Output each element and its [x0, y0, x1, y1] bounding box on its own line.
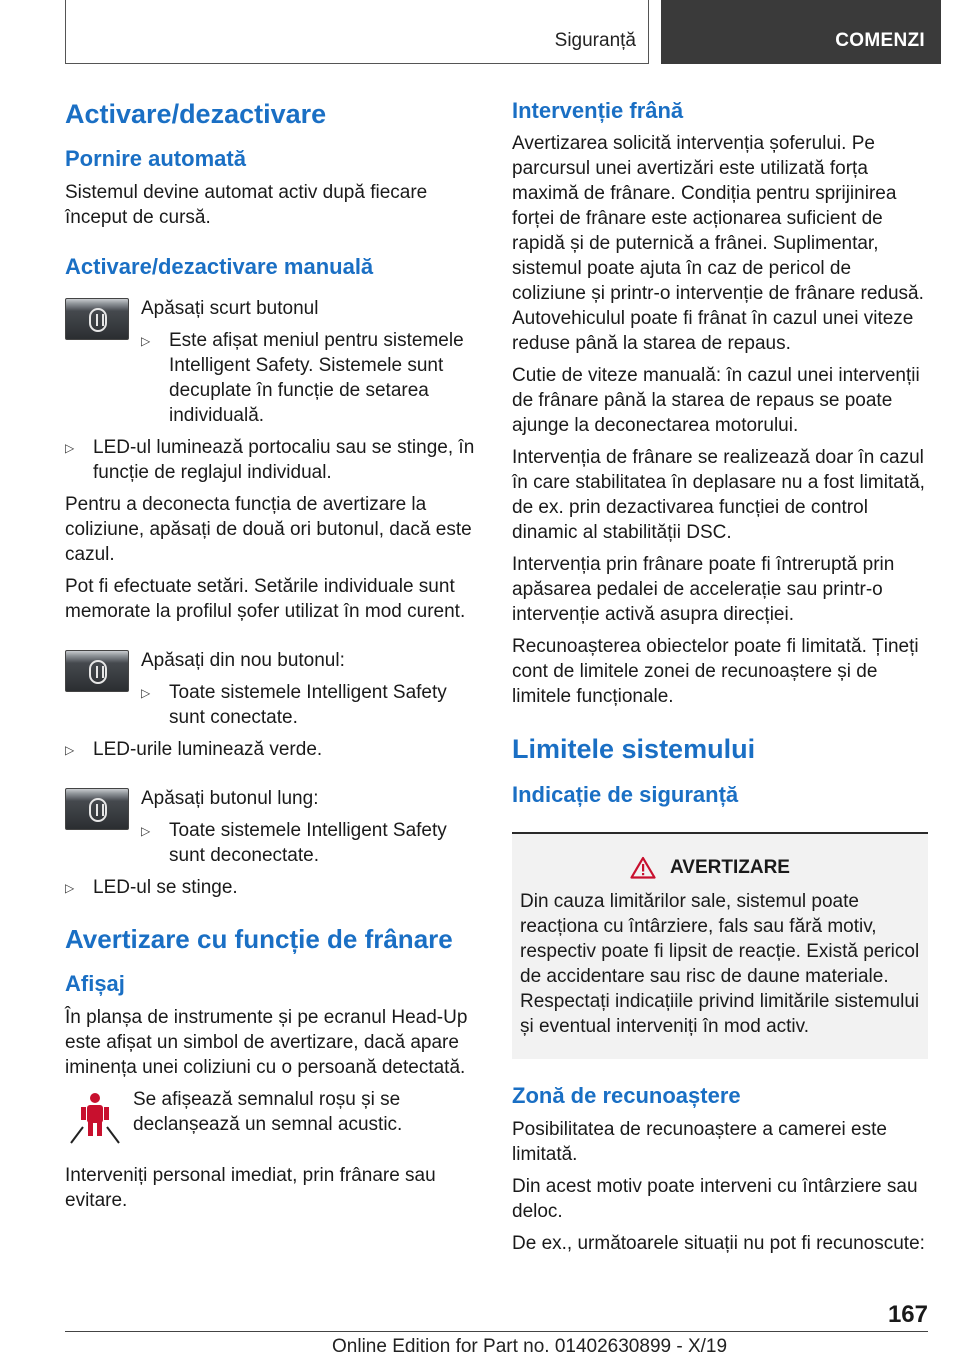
warning-box: [512, 832, 928, 1059]
pedestrian-warning-icon: [65, 1087, 125, 1147]
heading-system-limits: Limitele sistemului: [512, 734, 756, 765]
intelligent-safety-button-icon: [65, 298, 129, 340]
warning-title: AVERTIZARE: [670, 856, 790, 878]
heading-auto-start: Pornire automată: [65, 146, 246, 172]
heading-display: Afișaj: [65, 971, 125, 997]
triangle-bullet-icon: ▷: [141, 334, 151, 349]
paragraph-brake-4: Intervenția prin frânare poate fi întreruptă prin apăsarea pedalei de accelerație sau printr-o intervenție activă asupra direcției.: [512, 554, 895, 626]
triangle-bullet-icon: ▷: [141, 824, 151, 839]
intelligent-safety-button-icon: [65, 788, 129, 830]
warning-triangle-icon: [630, 856, 656, 879]
footer-divider: [65, 1331, 928, 1332]
button-step-2: [65, 648, 480, 730]
button-step-3: [65, 786, 480, 868]
list-item: ▷ Este afișat meniul pentru sistemele Intelligent Safety. Sistemele sunt decuplate în funcție de setarea individuală.: [141, 330, 464, 427]
triangle-bullet-icon: ▷: [65, 743, 75, 758]
heading-activate: Activare/dezactivare: [65, 99, 327, 129]
button-step-1: [65, 296, 480, 428]
heading-manual: Activare/dezactivare manuală: [65, 253, 374, 279]
paragraph-settings: Pot fi efectuate setări. Setările individuale sunt memorate la profilul șofer utilizat în mod curent.: [65, 576, 466, 623]
intelligent-safety-button-icon: [65, 650, 129, 692]
triangle-bullet-icon: ▷: [141, 686, 151, 701]
step-1-text: Apăsați scurt butonul: [141, 298, 319, 320]
page-number: 167: [887, 1301, 928, 1328]
heading-brake-intervention: Intervenție frână: [512, 98, 684, 123]
pedestrian-warning-row: [65, 1087, 480, 1147]
right-column: [512, 98, 928, 1256]
paragraph-zone-3: De ex., următoarele situații nu pot fi recunoscute:: [512, 1232, 925, 1254]
paragraph-brake-1: Avertizarea solicită intervenția șoferului. Pe parcursul unei avertizări este utilizată forța maximă de frânare. Condiția pentru sprijinirea forței de frânare este acționarea suficient de rapidă și de puternică a frânei. Suplimentar, sistemul poate ajuta în caz de pericol de coliziune și printr-o intervenție de frânare redusă. Autovehiculul poate fi frânat în cazul unei viteze reduse până la starea de repaus.: [512, 133, 924, 355]
header-section-tab: [65, 0, 649, 64]
list-item: ▷ LED-ul luminează portocaliu sau se stinge, în funcție de reglajul individual.: [65, 437, 475, 484]
paragraph-brake-3: Intervenția de frânare se realizează doar în cazul în care stabilitatea în deplasare nu a fost limitată, de ex. prin dezactivarea funcției de control dinamic al stabilității DSC.: [512, 447, 925, 544]
paragraph-intervene: Interveniți personal imediat, prin frânare sau evitare.: [65, 1164, 436, 1211]
step-3-text: Apăsați butonul lung:: [141, 788, 319, 810]
paragraph-display: În planșa de instrumente și pe ecranul Head-Up este afișat un simbol de avertizare, dacă apare iminența unei coliziuni cu o persoană detectată.: [65, 1006, 468, 1078]
paragraph-auto-start: Sistemul devine automat activ după fiecare început de cursă.: [65, 181, 428, 228]
paragraph-disconnect: Pentru a deconecta funcția de avertizare la coliziune, apăsați de două ori butonul, dacă este cazul.: [65, 494, 472, 566]
footer-edition: Online Edition for Part no. 01402630899 - X/19: [332, 1336, 728, 1357]
paragraph-brake-5: Recunoașterea obiectelor poate fi limitată. Țineți cont de limitele zonei de recunoaștere și de limitele funcționale.: [512, 636, 919, 708]
paragraph-zone-1: Posibilitatea de recunoaștere a camerei este limitată.: [512, 1118, 887, 1165]
list-item: ▷ LED-ul se stinge.: [65, 877, 238, 899]
header-section-label: Siguranță: [554, 30, 636, 51]
paragraph-zone-2: Din acest motiv poate interveni cu întârziere sau deloc.: [512, 1175, 918, 1222]
triangle-bullet-icon: ▷: [65, 441, 75, 456]
list-item: ▷ Toate sistemele Intelligent Safety sunt conectate.: [141, 682, 447, 729]
triangle-bullet-icon: ▷: [65, 881, 75, 896]
warning-text: Din cauza limitărilor sale, sistemul poate reacționa cu întârziere, fals sau fără motiv, respectiv poate fi lipsit de reacție. Există pericol de accidentare sau risc de daune materiale. Respectați indicațiile privind limitările sistemului și eventual interveniți în mod activ.: [520, 891, 920, 1038]
paragraph-red-signal: Se afișează semnalul roșu și se declanșează un semnal acustic.: [133, 1088, 403, 1135]
list-item: ▷ LED-urile luminează verde.: [65, 739, 323, 761]
heading-safety-note: Indicație de siguranță: [512, 781, 739, 807]
header-chapter-label: COMENZI: [835, 30, 925, 51]
warning-title-row: [520, 856, 900, 879]
left-column: [65, 98, 480, 1213]
heading-warning-function: Avertizare cu funcție de frânare: [65, 924, 453, 955]
step-2-text: Apăsați din nou butonul:: [141, 650, 345, 672]
list-item: ▷ Toate sistemele Intelligent Safety sunt deconectate.: [141, 820, 447, 867]
header-chapter-tab: [661, 0, 941, 64]
heading-recognition-zone: Zonă de recunoaștere: [512, 1083, 741, 1109]
paragraph-brake-2: Cutie de viteze manuală: în cazul unei intervenții de frânare până la starea de repaus se poate ajunge la deconectarea motorului.: [512, 365, 920, 437]
